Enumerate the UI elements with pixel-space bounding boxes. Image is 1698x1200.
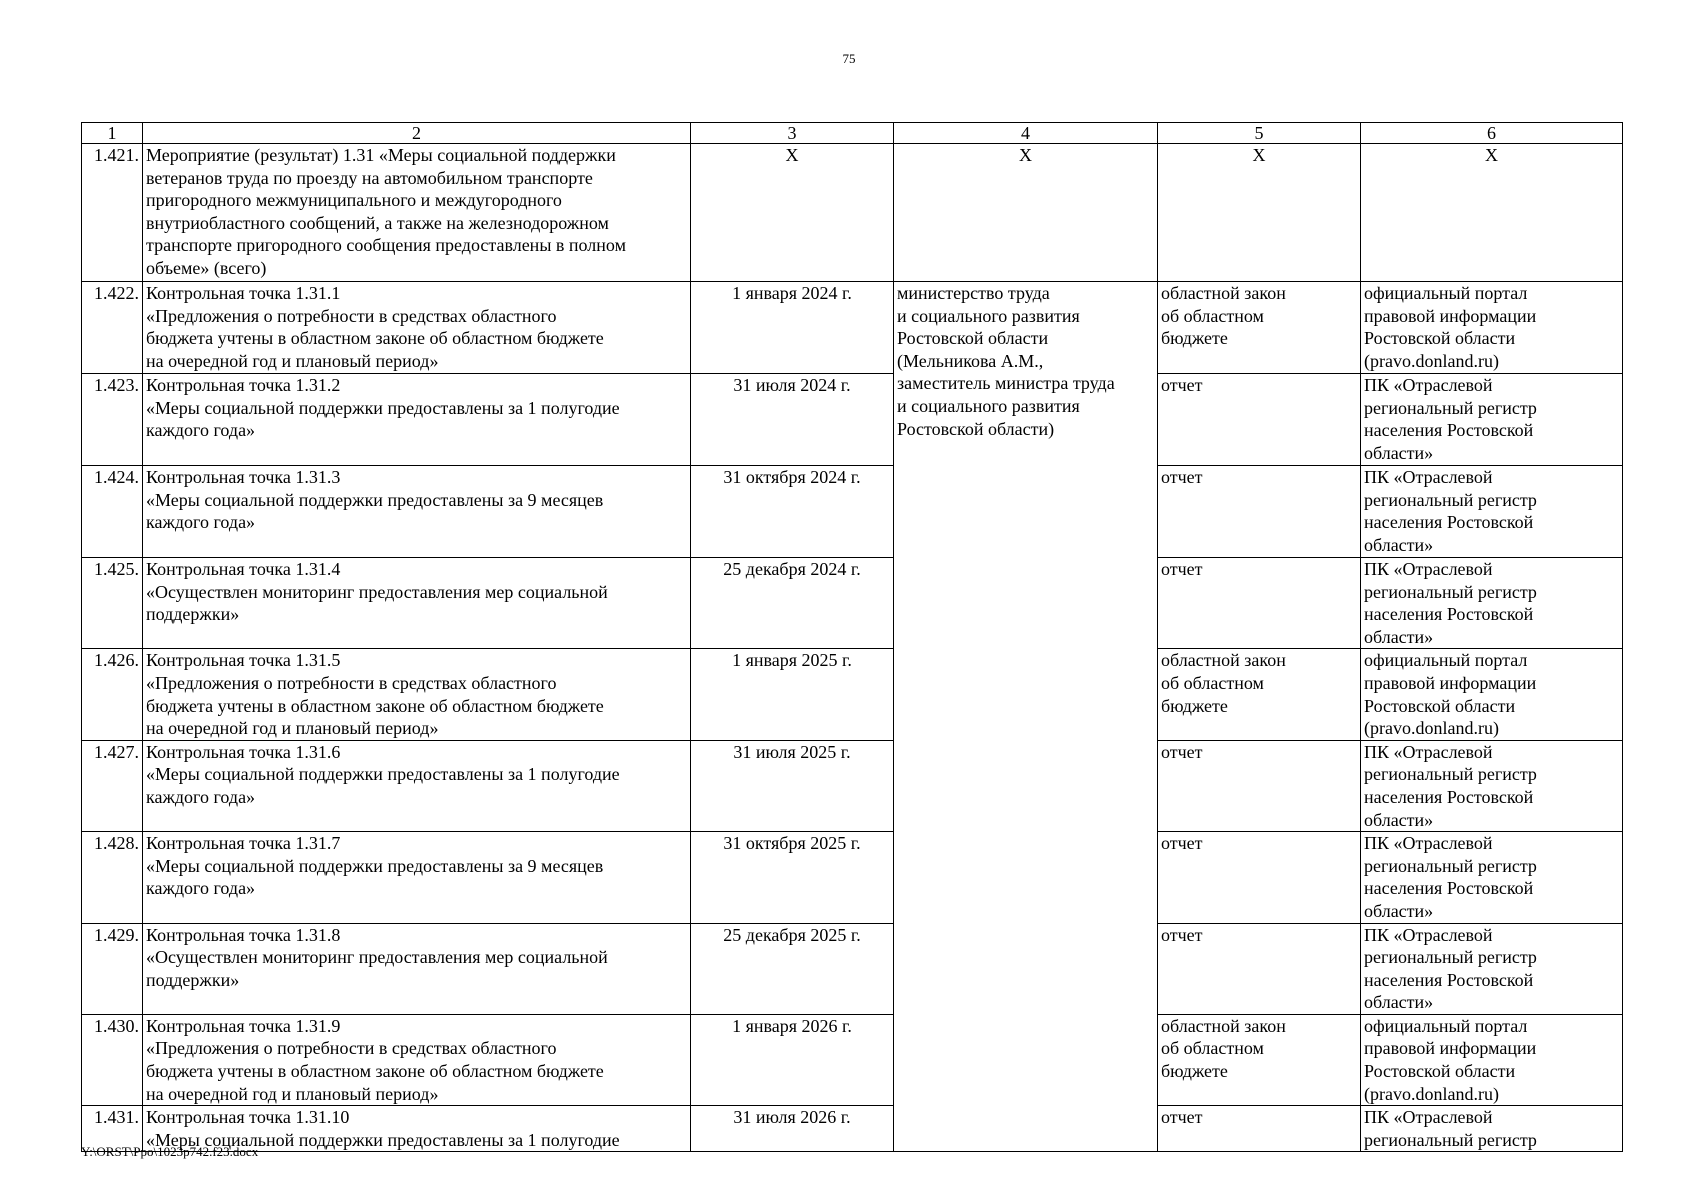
row-name: Контрольная точка 1.31.4 «Осуществлен мониторинг предоставления мер социальной поддержки»	[143, 558, 691, 649]
row-document: областной закон об областном бюджете	[1158, 282, 1361, 374]
table-row	[82, 558, 1623, 649]
row-name: Мероприятие (результат) 1.31 «Меры социальной поддержки ветеранов труда по проезду на автомобильном транспорте пригородного межмуниципального и междугородного внутриобластного сообщений, а также на железнодорожном транспорте пригородного сообщения предоставлены в полном объеме» (всего)	[143, 144, 691, 282]
row-name: Контрольная точка 1.31.9 «Предложения о потребности в средствах областного бюджета учтены в областном законе об областном бюджете на очередной год и плановый период»	[143, 1014, 691, 1105]
row-document: отчет	[1158, 1106, 1361, 1152]
row-document: отчет	[1158, 923, 1361, 1014]
responsible-merged: министерство труда и социального развития Ростовской области (Мельникова А.М., заместитель министра труда и социального развития Ростовской области)	[894, 282, 1158, 1152]
footer-file-path: Y:\ORST\Ppo\1023p742.f23.docx	[81, 1144, 259, 1159]
table-row	[82, 649, 1623, 740]
row-name: Контрольная точка 1.31.2 «Меры социальной поддержки предоставлены за 1 полугодие каждого года»	[143, 374, 691, 466]
table-header-row	[82, 123, 1623, 144]
table-row	[82, 1014, 1623, 1105]
table-row	[82, 832, 1623, 923]
row-document: отчет	[1158, 466, 1361, 558]
row-source: ПК «Отраслевой региональный регистр населения Ростовской области»	[1361, 832, 1623, 923]
row-number: 1.421.	[82, 144, 143, 282]
row-source: официальный портал правовой информации Ростовской области (pravo.donland.ru)	[1361, 282, 1623, 374]
row-source: X	[1361, 144, 1623, 282]
row-name: Контрольная точка 1.31.5 «Предложения о потребности в средствах областного бюджета учтены в областном законе об областном бюджете на очередной год и плановый период»	[143, 649, 691, 740]
row-document: отчет	[1158, 832, 1361, 923]
row-source: официальный портал правовой информации Ростовской области (pravo.donland.ru)	[1361, 649, 1623, 740]
row-date: 25 декабря 2024 г.	[691, 558, 894, 649]
row-number: 1.429.	[82, 923, 143, 1014]
row-name: Контрольная точка 1.31.3 «Меры социальной поддержки предоставлены за 9 месяцев каждого года»	[143, 466, 691, 558]
row-number: 1.431.	[82, 1106, 143, 1152]
page-number: 75	[842, 51, 856, 66]
column-header: 4	[894, 123, 1158, 144]
row-date: 1 января 2026 г.	[691, 1014, 894, 1105]
row-document: отчет	[1158, 558, 1361, 649]
row-date: 31 октября 2025 г.	[691, 832, 894, 923]
row-source: официальный портал правовой информации Ростовской области (pravo.donland.ru)	[1361, 1014, 1623, 1105]
row-document: отчет	[1158, 374, 1361, 466]
row-date: X	[691, 144, 894, 282]
row-source: ПК «Отраслевой региональный регистр населения Ростовской области»	[1361, 923, 1623, 1014]
row-date: 31 июля 2026 г.	[691, 1106, 894, 1152]
row-number: 1.425.	[82, 558, 143, 649]
row-responsible: X	[894, 144, 1158, 282]
row-name: Контрольная точка 1.31.7 «Меры социальной поддержки предоставлены за 9 месяцев каждого года»	[143, 832, 691, 923]
row-document: X	[1158, 144, 1361, 282]
row-number: 1.426.	[82, 649, 143, 740]
row-date: 31 октября 2024 г.	[691, 466, 894, 558]
row-name: Контрольная точка 1.31.6 «Меры социальной поддержки предоставлены за 1 полугодие каждого года»	[143, 740, 691, 831]
row-name: Контрольная точка 1.31.8 «Осуществлен мониторинг предоставления мер социальной поддержки»	[143, 923, 691, 1014]
table-row	[82, 282, 1623, 374]
row-source: ПК «Отраслевой региональный регистр	[1361, 1106, 1623, 1152]
table-row	[82, 740, 1623, 831]
column-header: 6	[1361, 123, 1623, 144]
row-name: Контрольная точка 1.31.10 «Меры социальной поддержки предоставлены за 1 полугодие	[143, 1106, 691, 1152]
row-date: 1 января 2025 г.	[691, 649, 894, 740]
table-row	[82, 466, 1623, 558]
column-header: 3	[691, 123, 894, 144]
row-number: 1.423.	[82, 374, 143, 466]
column-header: 2	[143, 123, 691, 144]
row-number: 1.422.	[82, 282, 143, 374]
row-date: 1 января 2024 г.	[691, 282, 894, 374]
row-number: 1.427.	[82, 740, 143, 831]
table-row	[82, 374, 1623, 466]
row-name: Контрольная точка 1.31.1 «Предложения о потребности в средствах областного бюджета учтены в областном законе об областном бюджете на очередной год и плановый период»	[143, 282, 691, 374]
row-document: отчет	[1158, 740, 1361, 831]
column-header: 5	[1158, 123, 1361, 144]
row-document: областной закон об областном бюджете	[1158, 649, 1361, 740]
row-date: 31 июля 2024 г.	[691, 374, 894, 466]
table-row	[82, 144, 1623, 282]
row-number: 1.430.	[82, 1014, 143, 1105]
row-source: ПК «Отраслевой региональный регистр населения Ростовской области»	[1361, 740, 1623, 831]
row-source: ПК «Отраслевой региональный регистр населения Ростовской области»	[1361, 374, 1623, 466]
table-row	[82, 923, 1623, 1014]
row-source: ПК «Отраслевой региональный регистр населения Ростовской области»	[1361, 558, 1623, 649]
row-date: 31 июля 2025 г.	[691, 740, 894, 831]
table-row	[82, 1106, 1623, 1152]
control-points-table	[81, 122, 1623, 1152]
row-date: 25 декабря 2025 г.	[691, 923, 894, 1014]
column-header: 1	[82, 123, 143, 144]
row-number: 1.424.	[82, 466, 143, 558]
row-number: 1.428.	[82, 832, 143, 923]
row-document: областной закон об областном бюджете	[1158, 1014, 1361, 1105]
row-source: ПК «Отраслевой региональный регистр населения Ростовской области»	[1361, 466, 1623, 558]
